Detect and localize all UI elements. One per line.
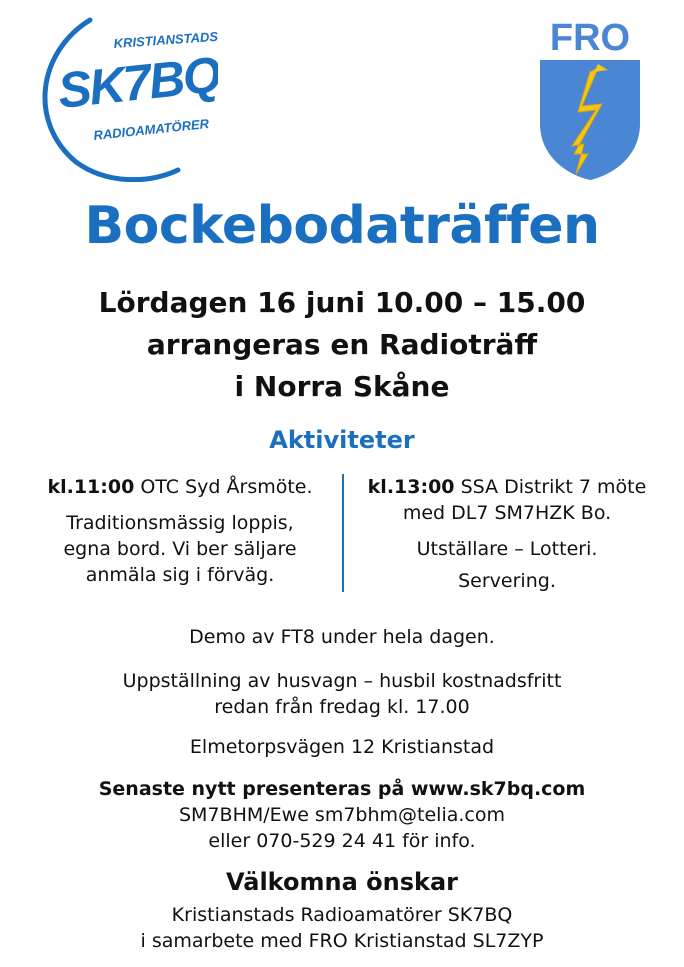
fro-logo — [536, 14, 644, 182]
activities-heading: Aktiviteter — [269, 426, 415, 454]
sk7bq-logo — [28, 12, 218, 182]
activity-right-1-line2: med DL7 SM7HZK Bo. — [402, 502, 612, 524]
event-description: arrangeras en Radioträff — [146, 328, 538, 361]
fro-logo-text: FRO — [549, 17, 631, 59]
welcome-heading: Välkomna önskar — [226, 868, 458, 896]
info-demo: Demo av FT8 under hela dagen. — [189, 626, 495, 648]
activity-left-2-line1: Traditionsmässig loppis, — [66, 512, 294, 534]
info-parking-line1: Uppställning av husvagn – husbil kostnadsfritt — [122, 670, 562, 692]
activity-left-2-line2: egna bord. Vi ber säljare — [63, 538, 297, 560]
sk7bq-logo-main-text: SK7BQ — [55, 46, 218, 119]
fro-logo-graphic — [536, 14, 644, 182]
sk7bq-logo-bottom-text: RADIOAMATÖRER — [92, 115, 210, 143]
info-news: Senaste nytt presenteras på www.sk7bq.com — [98, 778, 586, 800]
event-location-region: i Norra Skåne — [234, 370, 450, 403]
activity-left-1 — [22, 474, 338, 500]
footer-line1: Kristianstads Radioamatörer SK7BQ — [171, 904, 513, 926]
activity-right-3: Servering. — [458, 570, 556, 592]
info-contact-line1: SM7BHM/Ewe sm7bhm@telia.com — [179, 804, 505, 826]
page-title: Bockebodaträffen — [84, 196, 600, 256]
activity-right-time: kl.13:00 — [367, 476, 455, 498]
activity-right-2: Utställare – Lotteri. — [416, 538, 598, 560]
info-contact-line2: eller 070-529 24 41 för info. — [208, 830, 476, 852]
activity-left-2-line3: anmäla sig i förväg. — [85, 564, 275, 586]
activity-right-event: SSA Distrikt 7 möte — [454, 476, 647, 498]
activity-left-event: OTC Syd Årsmöte. — [134, 476, 313, 498]
info-parking-line2: redan från fredag kl. 17.00 — [214, 696, 470, 718]
event-date: Lördagen 16 juni 10.00 – 15.00 — [98, 286, 586, 319]
column-divider — [342, 474, 344, 592]
footer-line2: i samarbete med FRO Kristianstad SL7ZYP — [140, 930, 544, 952]
sk7bq-logo-graphic — [28, 12, 218, 182]
activity-right-1 — [352, 474, 662, 500]
info-address: Elmetorpsvägen 12 Kristianstad — [189, 736, 495, 758]
sk7bq-logo-top-text: KRISTIANSTADS — [113, 28, 218, 51]
activity-left-time: kl.11:00 — [47, 476, 135, 498]
